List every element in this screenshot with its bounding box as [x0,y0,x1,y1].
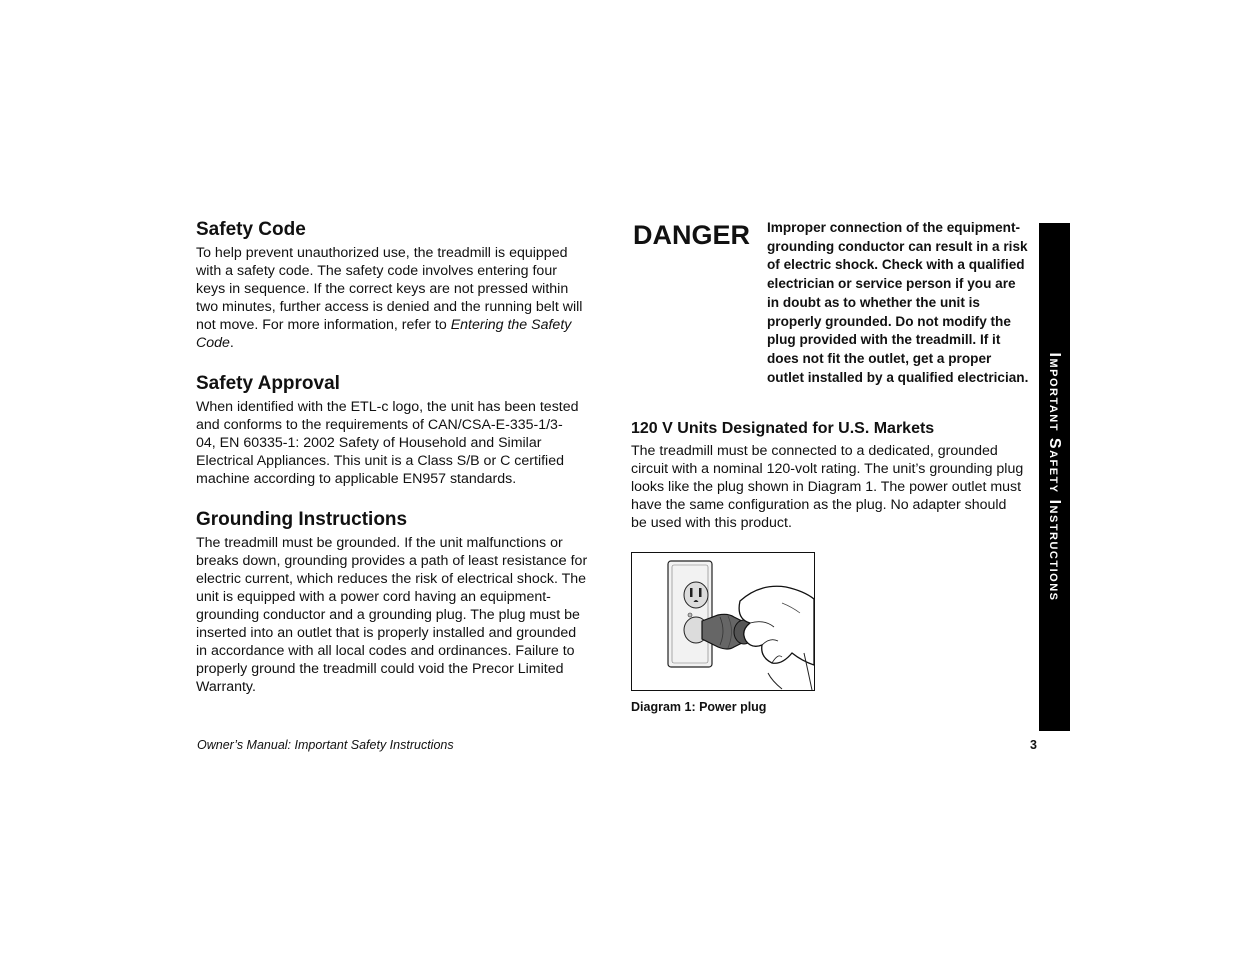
danger-text: Improper connection of the equipment-grounding conductor can result in a risk of electric shock. Check with a qualified electrician or service person if you are in doubt as to whether the unit is properly grounded. Do not modify the plug provided with the treadmill. If it does not fit the outlet, get a proper outlet installed by a qualified electrician. [767,220,1029,385]
safety-approval-body: When identified with the ETL-c logo, the unit has been tested and conforms to the requirements of CAN/CSA-E-335-1/3-04, EN 60335-1: 2002 Safety of Household and Similar Electrical Appliances. This unit is a Class S/B or C certified machine according to applicable EN957 standards. [196,399,579,487]
safety-code-body [196,244,588,352]
right-column [631,218,1029,715]
left-column [196,218,588,716]
power-plug-diagram [631,552,815,691]
danger-warning [631,218,1029,408]
safety-code-heading: Safety Code [196,219,306,240]
side-tab-label: Important Safety Instructions [1046,352,1063,602]
grounding-heading: Grounding Instructions [196,509,408,530]
safety-code-reference: Entering the Safety Code [196,317,572,351]
safety-code-text-end: . [229,335,234,351]
page-number: 3 [1030,738,1037,752]
safety-approval-section [196,372,588,488]
us-markets-body: The treadmill must be connected to a dedicated, grounded circuit with a nominal 120-volt rating. The unit’s grounding plug looks like the plug shown in Diagram 1. The power outlet must have the same configuration as the plug. No adapter should be used with this product. [631,443,1024,531]
grounding-section [196,508,588,696]
diagram-caption: Diagram 1: Power plug [631,700,767,714]
safety-approval-heading: Safety Approval [196,373,340,394]
power-plug-illustration-icon [632,553,814,690]
safety-code-section [196,218,588,352]
section-side-tab [1039,223,1070,731]
footer-title: Owner’s Manual: Important Safety Instructions [197,738,454,752]
us-markets-heading: 120 V Units Designated for U.S. Markets [631,420,935,437]
us-markets-section [631,418,1026,532]
danger-label: DANGER [633,220,751,250]
grounding-body: The treadmill must be grounded. If the unit malfunctions or breaks down, grounding provides a path of least resistance for electric current, which reduces the risk of electrical shock. The unit is equipped with a power cord having an equipment-grounding conductor and a grounding plug. The plug must be inserted into an outlet that is properly installed and grounded in accordance with all local codes and ordinances. Failure to properly ground the treadmill could void the Precor Limited Warranty. [196,535,588,695]
safety-code-text: To help prevent unauthorized use, the treadmill is equipped with a safety code. The safety code involves entering four keys in sequence. If the correct keys are not pressed within two minutes, further access is denied and the running belt will not move. For more information, refer to [196,245,583,333]
